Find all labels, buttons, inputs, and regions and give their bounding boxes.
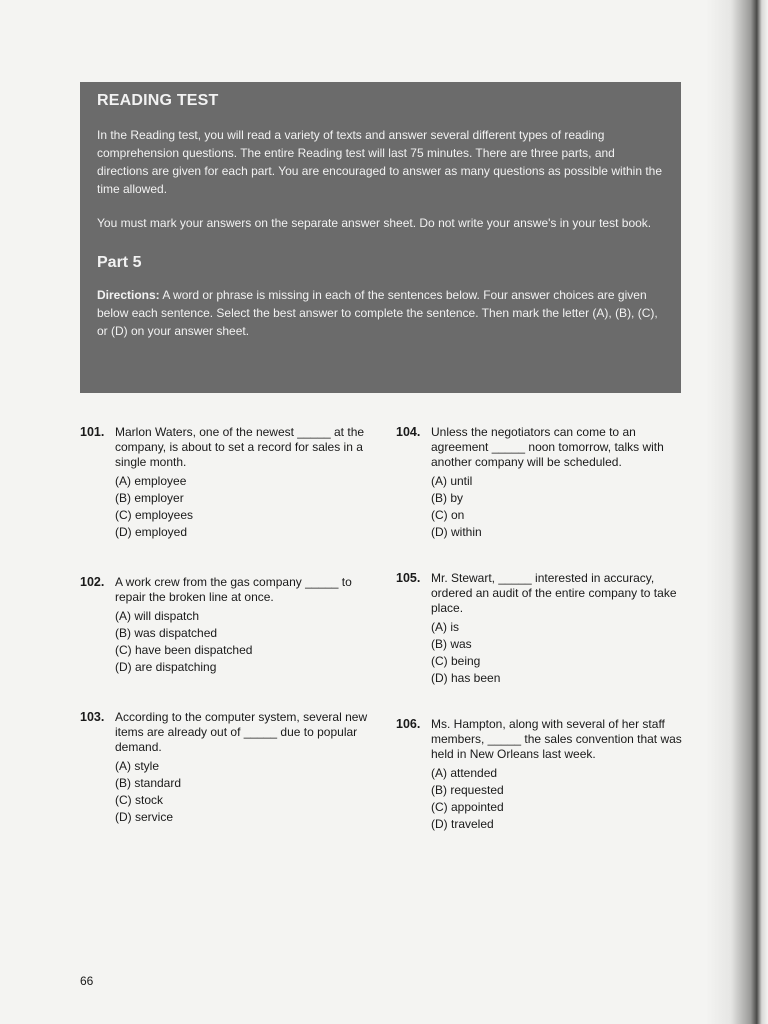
reading-test-header: [80, 82, 681, 393]
question-101: [80, 425, 370, 540]
directions: [97, 286, 665, 340]
question-number: 104.: [396, 425, 421, 439]
option-b[interactable]: (B) standard: [115, 776, 182, 790]
option-c[interactable]: (C) have been dispatched: [115, 643, 253, 657]
question-102: [80, 575, 370, 675]
option-b[interactable]: (B) requested: [431, 783, 504, 797]
question-number: 106.: [396, 717, 421, 731]
option-c[interactable]: (C) employees: [115, 508, 194, 522]
option-a[interactable]: (A) is: [431, 620, 459, 634]
option-b[interactable]: (B) by: [431, 491, 464, 505]
option-d[interactable]: (D) traveled: [431, 817, 494, 831]
page-edge-shadow: [706, 0, 768, 1024]
question-103: [80, 710, 370, 825]
option-b[interactable]: (B) employer: [115, 491, 184, 505]
question-number: 101.: [80, 425, 105, 439]
option-d[interactable]: (D) are dispatching: [115, 660, 217, 674]
answer-sheet-instruction: You must mark your answers on the separate answer sheet. Do not write your answe's in your test book.: [97, 216, 652, 230]
directions-label: Directions:: [97, 288, 160, 302]
option-b[interactable]: (B) was dispatched: [115, 626, 218, 640]
question-text: According to the computer system, several new items are already out of _____ due to popular demand.: [115, 710, 368, 754]
question-106: [396, 717, 686, 832]
directions-text: A word or phrase is missing in each of the sentences below. Four answer choices are given below each sentence. Select the best answer to complete the sentence. Then mark the letter (A), (B), (C), or (D) on your answer sheet.: [97, 288, 658, 338]
option-c[interactable]: (C) on: [431, 508, 465, 522]
option-d[interactable]: (D) service: [115, 810, 174, 824]
option-d[interactable]: (D) has been: [431, 671, 501, 685]
intro-paragraph: In the Reading test, you will read a variety of texts and answer several different types of reading comprehension questions. The entire Reading test will last 75 minutes. There are three parts, and directions are given for each part. You are encouraged to answer as many questions as possible within the time allowed.: [97, 128, 663, 196]
option-a[interactable]: (A) until: [431, 474, 473, 488]
option-a[interactable]: (A) attended: [431, 766, 498, 780]
option-a[interactable]: (A) employee: [115, 474, 187, 488]
option-d[interactable]: (D) within: [431, 525, 482, 539]
question-105: [396, 571, 686, 686]
question-text: Ms. Hampton, along with several of her staff members, _____ the sales convention that was held in New Orleans last week.: [431, 717, 682, 761]
question-text: Mr. Stewart, _____ interested in accuracy, ordered an audit of the entire company to take place.: [431, 571, 677, 615]
question-text: A work crew from the gas company _____ to repair the broken line at once.: [115, 575, 352, 604]
questions-column-right: [396, 425, 686, 834]
question-number: 102.: [80, 575, 105, 589]
option-d[interactable]: (D) employed: [115, 525, 188, 539]
questions-column-left: [80, 425, 370, 827]
question-number: 103.: [80, 710, 105, 724]
option-c[interactable]: (C) being: [431, 654, 481, 668]
question-number: 105.: [396, 571, 421, 585]
option-c[interactable]: (C) stock: [115, 793, 163, 807]
option-c[interactable]: (C) appointed: [431, 800, 504, 814]
question-text: Unless the negotiators can come to an agreement _____ noon tomorrow, talks with another company will be scheduled.: [431, 425, 664, 469]
question-104: [396, 425, 686, 540]
question-text: Marlon Waters, one of the newest _____ at the company, is about to set a record for sales in a single month.: [115, 425, 365, 469]
option-a[interactable]: (A) style: [115, 759, 160, 773]
page-number: 66: [80, 974, 94, 988]
part-title: Part 5: [97, 254, 142, 271]
option-a[interactable]: (A) will dispatch: [115, 609, 200, 623]
option-b[interactable]: (B) was: [431, 637, 472, 651]
section-title: READING TEST: [97, 92, 219, 109]
